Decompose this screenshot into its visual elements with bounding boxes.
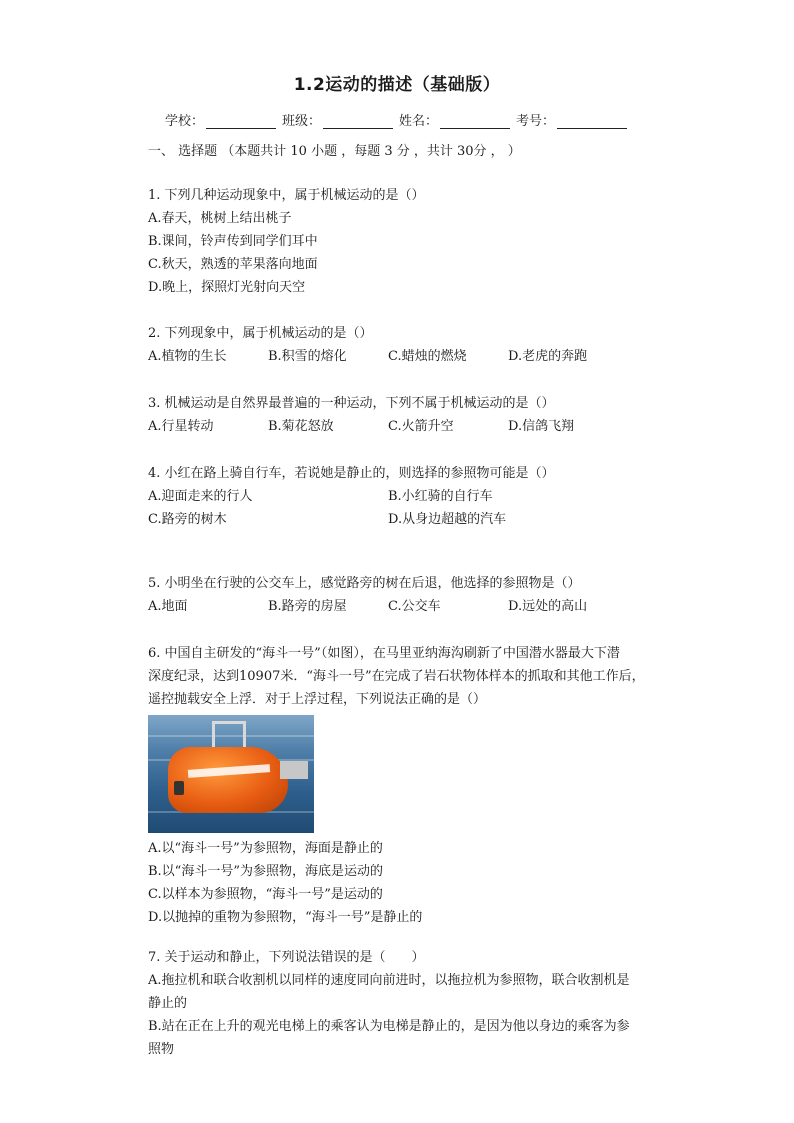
option-b: B.积雪的熔化	[268, 349, 347, 364]
option-a: A.拖拉机和联合收割机以同样的速度同向前进时，以拖拉机为参照物，联合收割机是	[148, 973, 630, 988]
option-c: C.公交车	[388, 599, 441, 614]
option-a: A.迎面走来的行人	[148, 489, 253, 504]
page-title: 1.2运动的描述（基础版）	[293, 75, 501, 95]
class-label: 班级：	[281, 114, 321, 129]
option-c: C.路旁的树木	[148, 512, 227, 527]
school-field	[165, 110, 278, 129]
option-b: B.以“海斗一号”为参照物，海底是运动的	[148, 864, 383, 879]
school-label: 学校：	[164, 114, 204, 129]
exam-no-label: 考号：	[516, 114, 556, 129]
question-3	[148, 392, 658, 438]
option-a: A.植物的生长	[148, 349, 227, 364]
options-row	[148, 485, 658, 508]
options-row	[148, 345, 658, 368]
question-stem: 7. 关于运动和静止，下列说法错误的是（ ）	[148, 950, 425, 965]
option-c: C.火箭升空	[388, 419, 454, 434]
options-row	[148, 415, 658, 438]
question-stem: 4. 小红在路上骑自行车，若说她是静止的，则选择的参照物可能是（）	[148, 466, 555, 481]
option-b-cont: 照物	[148, 1042, 175, 1057]
option-b: B.站在正在上升的观光电梯上的乘客认为电梯是静止的，是因为他以身边的乘客为参	[148, 1019, 630, 1034]
option-a: A.地面	[148, 599, 188, 614]
question-stem: 5. 小明坐在行驶的公交车上，感觉路旁的树在后退，他选择的参照物是（）	[148, 576, 581, 591]
question-5	[148, 572, 658, 618]
option-b: B.课间，铃声传到同学们耳中	[148, 234, 318, 249]
option-b: B.小红骑的自行车	[388, 489, 493, 504]
question-4	[148, 462, 658, 531]
side-panel	[280, 761, 308, 779]
option-d: D.从身边超越的汽车	[388, 512, 507, 527]
exam-no-field	[516, 110, 629, 129]
exam-no-blank	[557, 114, 627, 129]
name-blank	[440, 114, 510, 129]
submersible-photo	[148, 715, 314, 833]
section-heading: 一、 选择题 （本题共计 10 小题 ，每题 3 分 ，共计 30分 ， ）	[148, 144, 521, 159]
option-c: C.蜡烛的燃烧	[388, 349, 467, 364]
option-d: D.老虎的奔跑	[508, 349, 588, 364]
question-stem-line: 遥控抛载安全上浮．对于上浮过程，下列说法正确的是（）	[148, 692, 487, 707]
question-stem: 2. 下列现象中，属于机械运动的是（）	[148, 326, 373, 341]
question-stem-line: 6. 中国自主研发的“海斗一号”（如图），在马里亚纳海沟刷新了中国潜水器最大下潜	[148, 646, 620, 661]
question-7	[148, 946, 658, 1061]
option-b: B.菊花怒放	[268, 419, 334, 434]
option-a: A.以“海斗一号”为参照物，海面是静止的	[148, 841, 383, 856]
option-d: D.以抛掉的重物为参照物，“海斗一号”是静止的	[148, 910, 423, 925]
option-a: A.春天，桃树上结出桃子	[148, 211, 292, 226]
class-blank	[323, 114, 393, 129]
class-field	[282, 110, 395, 129]
options-row	[148, 595, 658, 618]
option-d: D.信鸽飞翔	[508, 419, 575, 434]
option-c: C.秋天，熟透的苹果落向地面	[148, 257, 318, 272]
question-6	[148, 642, 658, 929]
option-d: D.晚上，探照灯光射向天空	[148, 280, 306, 295]
question-1	[148, 184, 658, 299]
question-stem: 3. 机械运动是自然界最普遍的一种运动，下列不属于机械运动的是（）	[148, 396, 555, 411]
hull-window	[174, 781, 184, 795]
question-2	[148, 322, 658, 368]
submersible-hull	[168, 747, 288, 813]
student-info-line	[0, 110, 794, 129]
option-d: D.远处的高山	[508, 599, 588, 614]
options-row	[148, 508, 658, 531]
name-field	[399, 110, 512, 129]
school-blank	[206, 114, 276, 129]
option-c: C.以样本为参照物，“海斗一号”是运动的	[148, 887, 383, 902]
name-label: 姓名：	[399, 114, 439, 129]
option-b: B.路旁的房屋	[268, 599, 347, 614]
option-a-cont: 静止的	[148, 996, 188, 1011]
question-stem-line: 深度纪录，达到10907米．“海斗一号”在完成了岩石状物体样本的抓取和其他工作后，	[148, 669, 645, 684]
question-stem: 1. 下列几种运动现象中，属于机械运动的是（）	[148, 188, 425, 203]
option-a: A.行星转动	[148, 419, 214, 434]
